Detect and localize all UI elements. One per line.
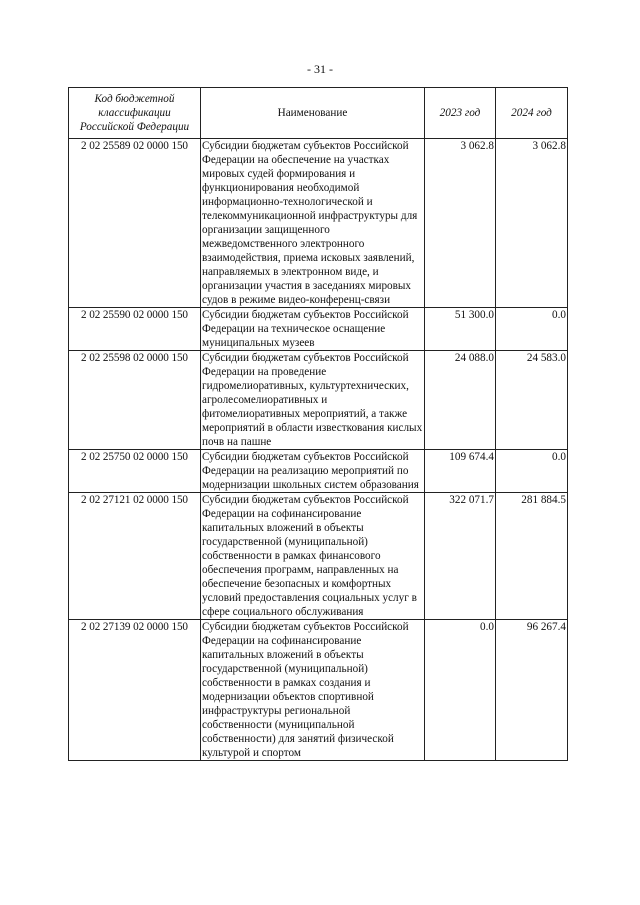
row-code: 2 02 25590 02 0000 150 <box>69 308 201 351</box>
row-name: Субсидии бюджетам субъектов Российской Федерации на проведение гидромелиоративных, культуртехнических, агролесомелиоративных и фитомелиоративных мероприятий, а также мероприятий в области известкования кислых почв на пашне <box>201 351 425 450</box>
header-year-2023: 2023 год <box>425 88 496 139</box>
table-row <box>69 351 568 450</box>
row-name: Субсидии бюджетам субъектов Российской Федерации на техническое оснащение муниципальных музеев <box>201 308 425 351</box>
page-number: - 31 - <box>307 62 333 76</box>
row-name: Субсидии бюджетам субъектов Российской Федерации на обеспечение на участках мировых судей формирования и функционирования необходимой информационно-технологической и телекоммуникационной инфраструктуры для организации защищенного межведомственного электронного взаимодействия, приема исковых заявлений, направляемых в электронном виде, и организации участия в заседаниях мировых судов в режиме видео-конференц-связи <box>201 139 425 308</box>
row-value-2024: 281 884.5 <box>496 493 568 620</box>
row-value-2024: 3 062.8 <box>496 139 568 308</box>
row-name: Субсидии бюджетам субъектов Российской Федерации на софинансирование капитальных вложений в объекты государственной (муниципальной) собственности в рамках создания и модернизации объектов спортивной инфраструктуры региональной собственности (муниципальной собственности) для занятий физической культурой и спортом <box>201 620 425 761</box>
row-value-2023: 3 062.8 <box>425 139 496 308</box>
row-value-2024: 24 583.0 <box>496 351 568 450</box>
row-value-2023: 51 300.0 <box>425 308 496 351</box>
row-value-2024: 96 267.4 <box>496 620 568 761</box>
row-value-2023: 322 071.7 <box>425 493 496 620</box>
header-code: Код бюджетной классификации Российской Федерации <box>69 88 201 139</box>
table-row <box>69 450 568 493</box>
table-row <box>69 620 568 761</box>
header-name: Наименование <box>201 88 425 139</box>
row-name: Субсидии бюджетам субъектов Российской Федерации на софинансирование капитальных вложений в объекты государственной (муниципальной) собственности в рамках финансового обеспечения программ, направленных на обеспечение безопасных и комфортных условий предоставления социальных услуг в сфере социального обслуживания <box>201 493 425 620</box>
table-row <box>69 308 568 351</box>
table-row <box>69 493 568 620</box>
row-code: 2 02 27121 02 0000 150 <box>69 493 201 620</box>
budget-table <box>68 87 568 761</box>
row-value-2023: 24 088.0 <box>425 351 496 450</box>
row-code: 2 02 25589 02 0000 150 <box>69 139 201 308</box>
row-value-2023: 109 674.4 <box>425 450 496 493</box>
row-value-2023: 0.0 <box>425 620 496 761</box>
header-year-2024: 2024 год <box>496 88 568 139</box>
row-code: 2 02 25598 02 0000 150 <box>69 351 201 450</box>
row-name: Субсидии бюджетам субъектов Российской Федерации на реализацию мероприятий по модернизации школьных систем образования <box>201 450 425 493</box>
table-row <box>69 139 568 308</box>
row-code: 2 02 25750 02 0000 150 <box>69 450 201 493</box>
table-header-row <box>69 88 568 139</box>
row-value-2024: 0.0 <box>496 450 568 493</box>
row-value-2024: 0.0 <box>496 308 568 351</box>
row-code: 2 02 27139 02 0000 150 <box>69 620 201 761</box>
